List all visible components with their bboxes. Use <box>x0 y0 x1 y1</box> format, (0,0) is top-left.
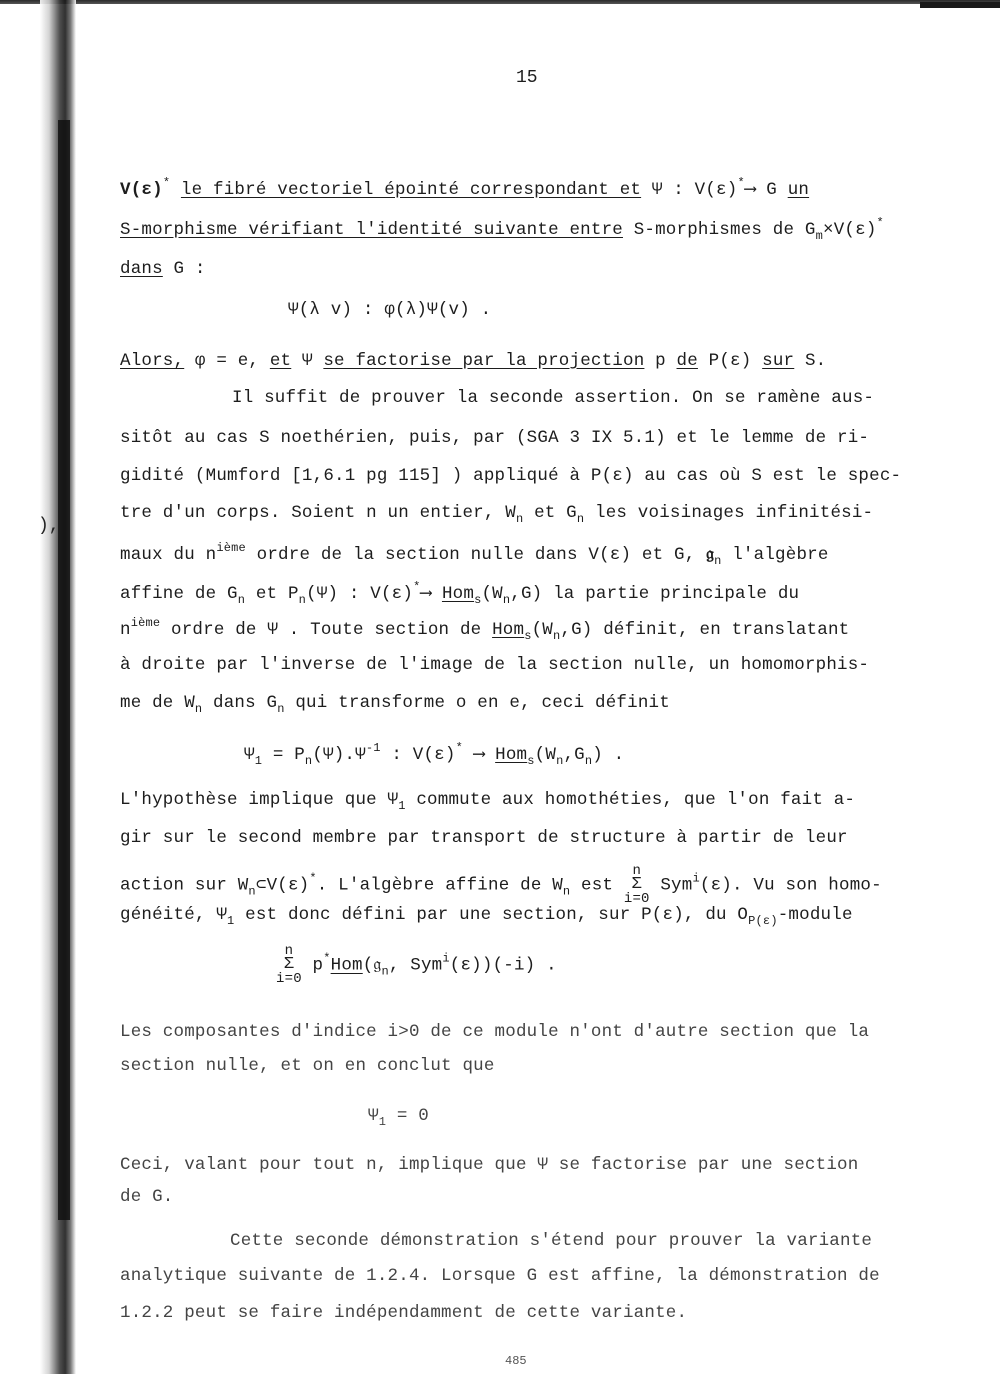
text-line: affine de $G_n$ et $P_n(\Psi)$ : V(ε)*⟶ $Hom_s(W_n,G)$ la partie principale du <box>120 580 800 607</box>
text-line: sitôt au cas S noethérien, puis, par (SGA 3 IX 5.1) et le lemme de ri- <box>120 428 870 448</box>
footer-mark: 485 <box>505 1354 527 1368</box>
text-line: me de $W_n$ dans $G_n$ qui transforme o en e, ceci définit <box>120 693 670 716</box>
text-line: Alors, φ = e, et Ψ se factorise par la projection p de P(ε) sur S. <box>120 351 827 371</box>
text-line: S-morphisme vérifiant l'identité suivante entre S-morphismes de $G_m\times V(\varepsilon)^*$ <box>120 216 884 243</box>
text-line: gidité (Mumford [1,6.1 pg 115] ) appliqué à P(ε) au cas où S est le spec- <box>120 466 902 486</box>
equation: $\Psi_1 = 0$ <box>368 1106 429 1129</box>
equation: $\Psi_1 = P_n(\Psi).\Psi^{-1}$ : V(ε)* ⟶ $Hom_s(W_n,G_n)$ . <box>244 741 625 768</box>
page-number: 15 <box>516 68 538 88</box>
text-line: analytique suivante de 1.2.4. Lorsque G est affine, la démonstration de <box>120 1266 880 1286</box>
text-line: de G. <box>120 1187 174 1207</box>
text-line: 1.2.2 peut se faire indépendamment de cette variante. <box>120 1303 688 1323</box>
text-line: Cette seconde démonstration s'étend pour prouver la variante <box>230 1231 873 1251</box>
text-line: Les composantes d'indice i>0 de ce module n'ont d'autre section que la <box>120 1022 870 1042</box>
equation: Ψ(λ v) : φ(λ)Ψ(v) . <box>288 300 492 320</box>
text-line: à droite par l'inverse de l'image de la section nulle, un homomorphis- <box>120 655 870 675</box>
text-line: tre d'un corps. Soient n un entier, $W_n$ et $G_n$ les voisinages infinitési- <box>120 503 874 526</box>
text-line: action sur $W_n\subset V(\varepsilon)^*$. L'algèbre affine de $W_n$ est n Σ i=0 Sym$^i$(ε). Vu son homo- <box>120 863 882 907</box>
top-corner-shadow <box>920 2 1000 8</box>
binding-shadow-dark <box>58 120 70 1220</box>
equation: n Σ i=0 p*Hom(𝔤$_n$, Sym$^i$(ε))(-i) . <box>276 943 557 987</box>
top-edge-shadow <box>0 0 1000 4</box>
text-line: maux du $n^{ième}$ ordre de la section nulle dans V(ε) et G, 𝔤$_n$ l'algèbre <box>120 541 829 568</box>
text-line: $n^{ième}$ ordre de Ψ . Toute section de $Hom_s(W_n,G)$ définit, en translatant <box>120 616 850 643</box>
text-line: L'hypothèse implique que $\Psi_1$ commute aux homothéties, que l'on fait a- <box>120 790 856 813</box>
text-line: Il suffit de prouver la seconde assertion. On se ramène aus- <box>232 388 875 408</box>
text-line: V(ε)* le fibré vectoriel épointé correspondant et Ψ : V(ε)*⟶ G un <box>120 176 810 200</box>
text-line: Ceci, valant pour tout n, implique que Ψ se factorise par une section <box>120 1155 859 1175</box>
margin-mark: ), <box>38 516 60 536</box>
text-line: généité, $\Psi_1$ est donc défini par une section, sur P(ε), du $O_{P(\varepsilon)}$-module <box>120 905 853 928</box>
text-line: dans G : <box>120 259 206 279</box>
text-line: section nulle, et on en conclut que <box>120 1056 495 1076</box>
text-line: gir sur le second membre par transport de structure à partir de leur <box>120 828 848 848</box>
